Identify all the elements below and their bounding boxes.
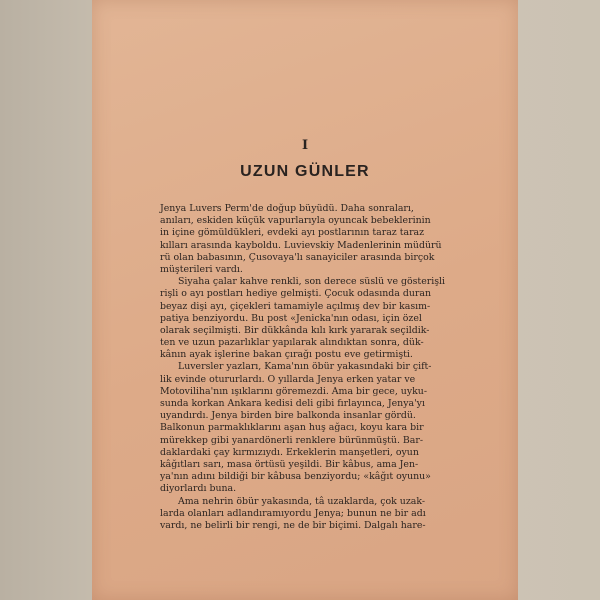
text-line: ten ve uzun pazarlıklar yapılarak alındıktan sonra, dük- [160, 337, 424, 349]
book-page [92, 0, 518, 600]
text-line: kâğıtları sarı, masa örtüsü yeşildi. Bir kâbus, ama Jen- [160, 458, 419, 470]
text-line: kılları arasında kayboldu. Luvievskiy Madenlerinin müdürü [160, 239, 442, 251]
text-line: anıları, eskiden küçük vapurlarıyla oyuncak bebeklerinin [160, 215, 431, 227]
text-line: olarak seçilmişti. Bir dükkânda kılı kırk yararak seçildik- [160, 324, 430, 336]
text-line: daklardaki çay kırmızıydı. Erkeklerin manşetleri, oyun [160, 446, 419, 458]
text-line: sunda korkan Ankara kedisi deli gibi fırlayınca, Jenya'yı [160, 398, 425, 409]
text-line: vardı, ne belirli bir rengi, ne de bir biçimi. Dalgalı hare- [160, 519, 426, 531]
text-line: rişli o ayı postları hediye gelmişti. Çocuk odasında duran [160, 288, 431, 300]
text-line: Jenya Luvers Perm'de doğup büyüdü. Daha sonraları, [160, 203, 414, 214]
text-line: mürekkep gibi yanardönerli renklere bürünmüştü. Bar- [160, 434, 424, 446]
text-line: ya'nın adını bildiği bir kâbusa benziyordu; «kâğıt oyunu» [160, 471, 431, 483]
text-line: lik evinde otururlardı. O yıllarda Jenya erken yatar ve [160, 373, 416, 385]
text-line: beyaz dişi ayı, çiçekleri tamamiyle açılmış dev bir kasım- [160, 300, 431, 312]
text-line: larda olanları adlandıramıyordu Jenya; bunun ne bir adı [160, 507, 426, 519]
text-line: Balkonun parmaklıklarını aşan huş ağacı, koyu kara bir [160, 422, 424, 434]
text-line: Siyaha çalar kahve renkli, son derece süslü ve gösterişli [178, 276, 446, 288]
text-line: Motoviliha'nın ışıklarını göremezdi. Ama bir gece, uyku- [160, 385, 428, 397]
chapter-title: UZUN GÜNLER [240, 163, 370, 180]
text-line: Ama nehrin öbür yakasında, tâ uzaklarda, çok uzak- [178, 495, 426, 507]
text-line: in içine gömüldükleri, evdeki ayı postlarının taraz taraz [160, 227, 425, 239]
text-line: diyorlardı buna. [160, 483, 237, 495]
body-text [160, 190, 498, 532]
text-line: müşterileri vardı. [160, 263, 243, 275]
text-line: rü olan babasının, Çusovaya'lı sanayiciler arasında birçok [160, 251, 435, 263]
text-line: Luversler yazları, Kama'nın öbür yakasındaki bir çift- [178, 361, 432, 373]
text-line: kânın ayak işlerine bakan çırağı postu eve getirmişti. [160, 349, 413, 361]
text-line: uyandırdı. Jenya birden bire balkonda insanlar gördü. [160, 410, 416, 422]
chapter-number: I [301, 138, 309, 153]
text-line: patiya benziyordu. Bu post «Jenicka'nın odası, için özel [160, 312, 422, 324]
